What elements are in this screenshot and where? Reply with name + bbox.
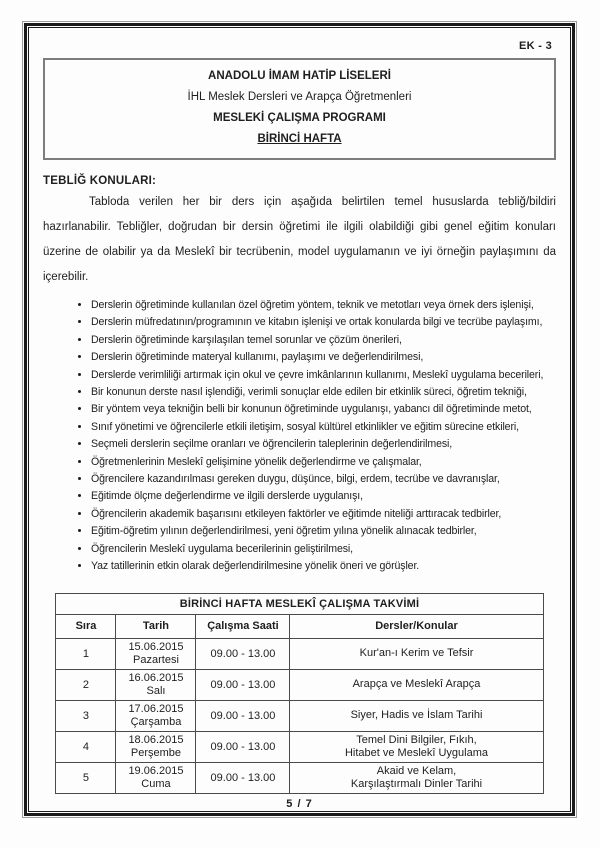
table-title: BİRİNCİ HAFTA MESLEKÎ ÇALIŞMA TAKVİMİ (56, 593, 543, 614)
cell-sira: 1 (56, 638, 116, 669)
cell-tarih (116, 731, 196, 762)
topic-item: • Öğretmenlerinin Meslekî gelişimine yönelik değerlendirme ve çalışmalar, (91, 454, 558, 471)
schedule-table (55, 593, 543, 794)
topic-item: • Bir yöntem veya tekniğin belli bir konunun öğretiminde uygulanışı, yabancı dil öğretiminde metot, (91, 401, 558, 418)
row-day: Pazartesi (133, 653, 179, 666)
intro-paragraph: Tabloda verilen her bir ders için aşağıda belirtilen temel hususlarda tebliğ/bildiri hazırlanabilir. Tebliğler, doğrudan bir dersin öğretimi ile ilgili olabildiği gibi genel eğitim konuları üzerine de olabilir ya da Meslekî bir tecrübenin, model uygulamanın ve iyi örneğin paylaşımını da içerebilir. (43, 196, 556, 283)
course-line: Kur'an-ı Kerim ve Tefsir (359, 647, 474, 659)
table-row (56, 638, 543, 669)
cell-tarih (116, 669, 196, 700)
row-date: 15.06.2015 (128, 640, 184, 653)
annex-tag: EK - 3 (519, 40, 552, 52)
topic-item: • Öğrencilere kazandırılması gereken duygu, düşünce, bilgi, erdem, tecrübe ve davranışlar, (91, 471, 558, 488)
topic-item: • Derslerin müfredatının/programının ve kitabın işlenişi ve ortak konularda bilgi ve tecrübe paylaşımı, (91, 314, 558, 331)
topic-item: • Seçmeli derslerin seçilme oranları ve öğrencilerin taleplerinin değerlendirilmesi, (91, 436, 558, 453)
course-line: Arapça ve Meslekî Arapça (352, 678, 481, 690)
col-header-sira: Sıra (56, 614, 116, 638)
cell-saat: 09.00 - 13.00 (196, 638, 290, 669)
row-day: Perşembe (130, 746, 182, 759)
header-subtitle: İHL Meslek Dersleri ve Arapça Öğretmenleri (187, 91, 412, 103)
cell-saat: 09.00 - 13.00 (196, 700, 290, 731)
col-header-dersler: Dersler/Konular (290, 614, 543, 638)
course-line: Karşılaştırmalı Dinler Tarihi (350, 777, 483, 790)
cell-tarih (116, 762, 196, 793)
cell-saat: 09.00 - 13.00 (196, 762, 290, 793)
cell-ders (290, 700, 543, 731)
table-row (56, 731, 543, 762)
page-border-outer (22, 21, 577, 818)
header-institution: ANADOLU İMAM HATİP LİSELERİ (208, 70, 391, 82)
row-day: Çarşamba (130, 715, 182, 728)
topic-item: • Derslerin öğretiminde kullanılan özel öğretim yöntem, teknik ve metotları veya örnek ders işlenişi, (91, 297, 558, 314)
row-day: Salı (146, 684, 166, 697)
row-day: Cuma (141, 777, 171, 790)
cell-ders (290, 669, 543, 700)
topic-item: • Yaz tatillerinin etkin olarak değerlendirilmesine yönelik öneri ve görüşler. (91, 558, 558, 575)
cell-sira: 5 (56, 762, 116, 793)
col-header-tarih: Tarih (116, 614, 196, 638)
course-line: Akaid ve Kelam, (376, 764, 457, 777)
section-heading: TEBLİĞ KONULARI: (43, 175, 157, 187)
header-week-title: BİRİNCİ HAFTA (257, 133, 342, 145)
topic-item: • Öğrencilerin Meslekî uygulama becerilerinin geliştirilmesi, (91, 541, 558, 558)
page-content (28, 27, 571, 812)
cell-tarih (116, 638, 196, 669)
topic-item: • Eğitim-öğretim yılının değerlendirilmesi, yeni öğretim yılına yönelik alınacak tedbirler, (91, 523, 558, 540)
topic-item: • Derslerin öğretiminde karşılaşılan temel sorunlar ve çözüm önerileri, (91, 332, 558, 349)
topics-list (41, 297, 558, 576)
table-header-row (56, 614, 543, 638)
topic-item: • Bir konunun derste nasıl işlendiği, verimli sonuçlar elde edilen bir etkinlik süreci, öğretim tekniği, (91, 384, 558, 401)
row-date: 17.06.2015 (128, 702, 184, 715)
cell-saat: 09.00 - 13.00 (196, 669, 290, 700)
topic-item: • Derslerin öğretiminde materyal kullanımı, paylaşımı ve değerlendirilmesi, (91, 349, 558, 366)
cell-tarih (116, 700, 196, 731)
row-date: 18.06.2015 (128, 733, 184, 746)
row-date: 16.06.2015 (128, 671, 184, 684)
cell-saat: 09.00 - 13.00 (196, 731, 290, 762)
table-row (56, 700, 543, 731)
table-title-row (56, 593, 543, 614)
row-date: 19.06.2015 (128, 764, 184, 777)
cell-sira: 2 (56, 669, 116, 700)
page-number: 5 / 7 (286, 798, 313, 810)
page-border-middle (24, 23, 575, 816)
document-header-box (43, 58, 556, 160)
header-program-title: MESLEKİ ÇALIŞMA PROGRAMI (213, 112, 386, 124)
col-header-saat: Çalışma Saati (196, 614, 290, 638)
table-row (56, 762, 543, 793)
cell-ders (290, 731, 543, 762)
topic-item: • Öğrencilerin akademik başarısını etkileyen faktörler ve eğitimde niteliği arttıracak tedbirler, (91, 506, 558, 523)
cell-ders (290, 638, 543, 669)
course-line: Hitabet ve Meslekî Uygulama (344, 746, 489, 759)
table-row (56, 669, 543, 700)
course-line: Temel Dini Bilgiler, Fıkıh, (356, 733, 477, 746)
course-line: Siyer, Hadis ve İslam Tarihi (350, 709, 483, 721)
cell-sira: 3 (56, 700, 116, 731)
topic-item: • Eğitimde ölçme değerlendirme ve ilgili derslerde uygulanışı, (91, 488, 558, 505)
cell-ders (290, 762, 543, 793)
cell-sira: 4 (56, 731, 116, 762)
topic-item: • Sınıf yönetimi ve öğrencilerle etkili iletişim, sosyal kültürel etkinlikler ve eğitim sürecine etkileri, (91, 419, 558, 436)
schedule-table-body (56, 638, 543, 793)
topic-item: • Derslerde verimliliği artırmak için okul ve çevre imkânlarının kullanımı, Meslekî uygulama becerileri, (91, 367, 558, 384)
